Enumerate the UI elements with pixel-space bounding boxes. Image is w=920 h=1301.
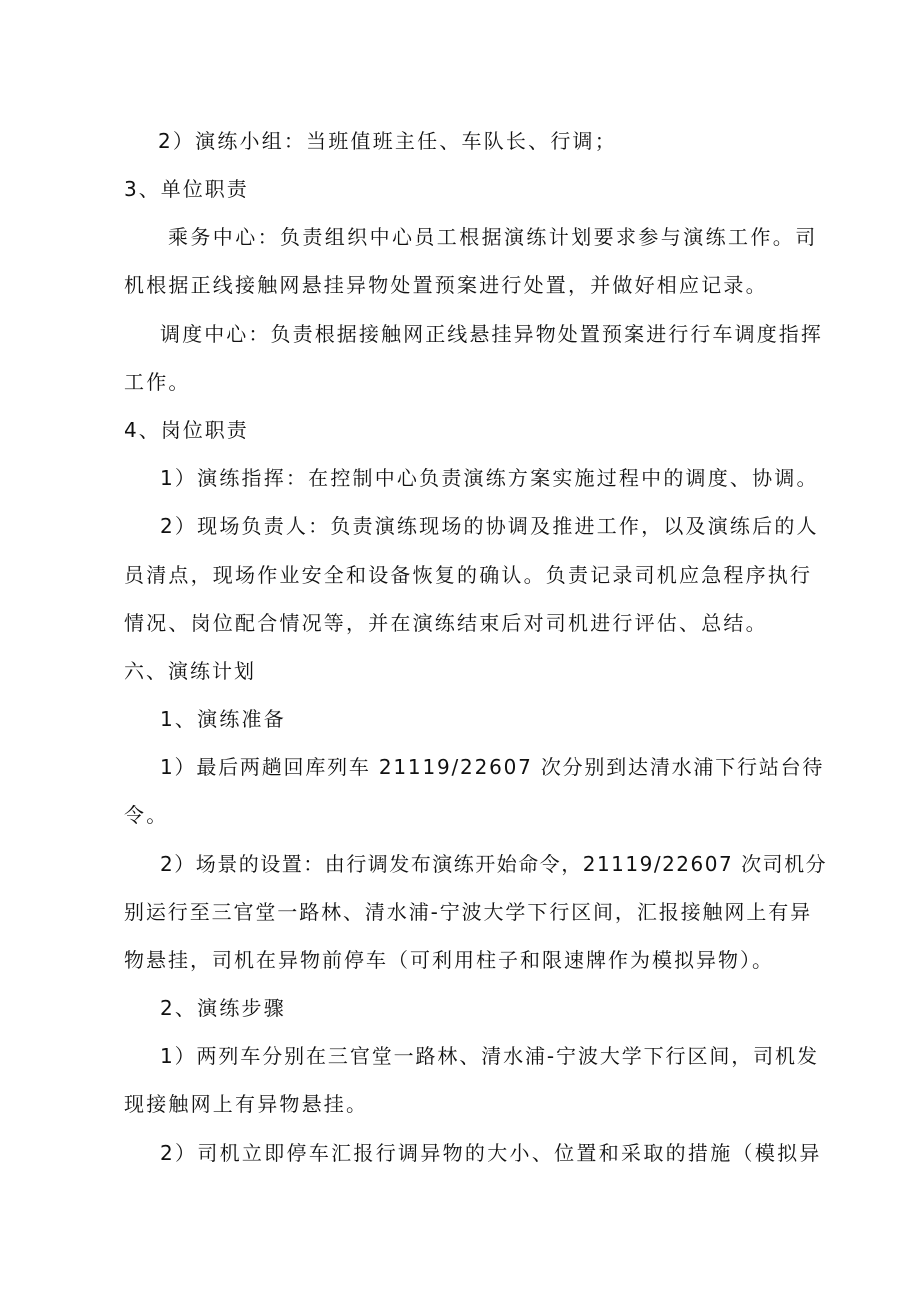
text-line: 物悬挂，司机在异物前停车（可利用柱子和限速牌作为模拟异物）。 [124, 948, 774, 972]
text-line: 机根据正线接触网悬挂异物处置预案进行处置，并做好相应记录。 [124, 273, 768, 297]
subsection-heading: 1、演练准备 [160, 707, 286, 731]
text-line: 情况、岗位配合情况等，并在演练结束后对司机进行评估、总结。 [124, 611, 768, 635]
text-line: 员清点，现场作业安全和设备恢复的确认。负责记录司机应急程序执行 [124, 563, 813, 587]
section-heading: 4、岗位职责 [124, 418, 249, 442]
text-line: 1）两列车分别在三官堂一路林、清水浦-宁波大学下行区间，司机发 [160, 1044, 819, 1068]
text-line: 1）最后两趟回库列车 21119/22607 次分别到达清水浦下行站台待 [160, 755, 825, 779]
subsection-heading: 2、演练步骤 [160, 996, 286, 1020]
text-line: 乘务中心：负责组织中心员工根据演练计划要求参与演练工作。司 [168, 225, 818, 249]
text-line: 现接触网上有异物悬挂。 [124, 1092, 369, 1116]
text-line: 工作。 [124, 370, 191, 394]
text-line: 2）司机立即停车汇报行调异物的大小、位置和采取的措施（模拟异 [160, 1141, 822, 1165]
text-line: 2）场景的设置：由行调发布演练开始命令，21119/22607 次司机分 [160, 852, 828, 876]
section-heading: 3、单位职责 [124, 177, 249, 201]
text-line: 1）演练指挥：在控制中心负责演练方案实施过程中的调度、协调。 [160, 466, 819, 490]
text-line: 令。 [124, 803, 169, 827]
section-heading: 六、演练计划 [124, 659, 256, 683]
text-line: 2）现场负责人：负责演练现场的协调及推进工作，以及演练后的人 [160, 514, 819, 538]
text-line: 2）演练小组：当班值班主任、车队长、行调； [158, 129, 617, 153]
text-line: 调度中心：负责根据接触网正线悬挂异物处置预案进行行车调度指挥 [160, 322, 823, 346]
text-line: 别运行至三官堂一路林、清水浦-宁波大学下行区间，汇报接触网上有异 [124, 900, 813, 924]
